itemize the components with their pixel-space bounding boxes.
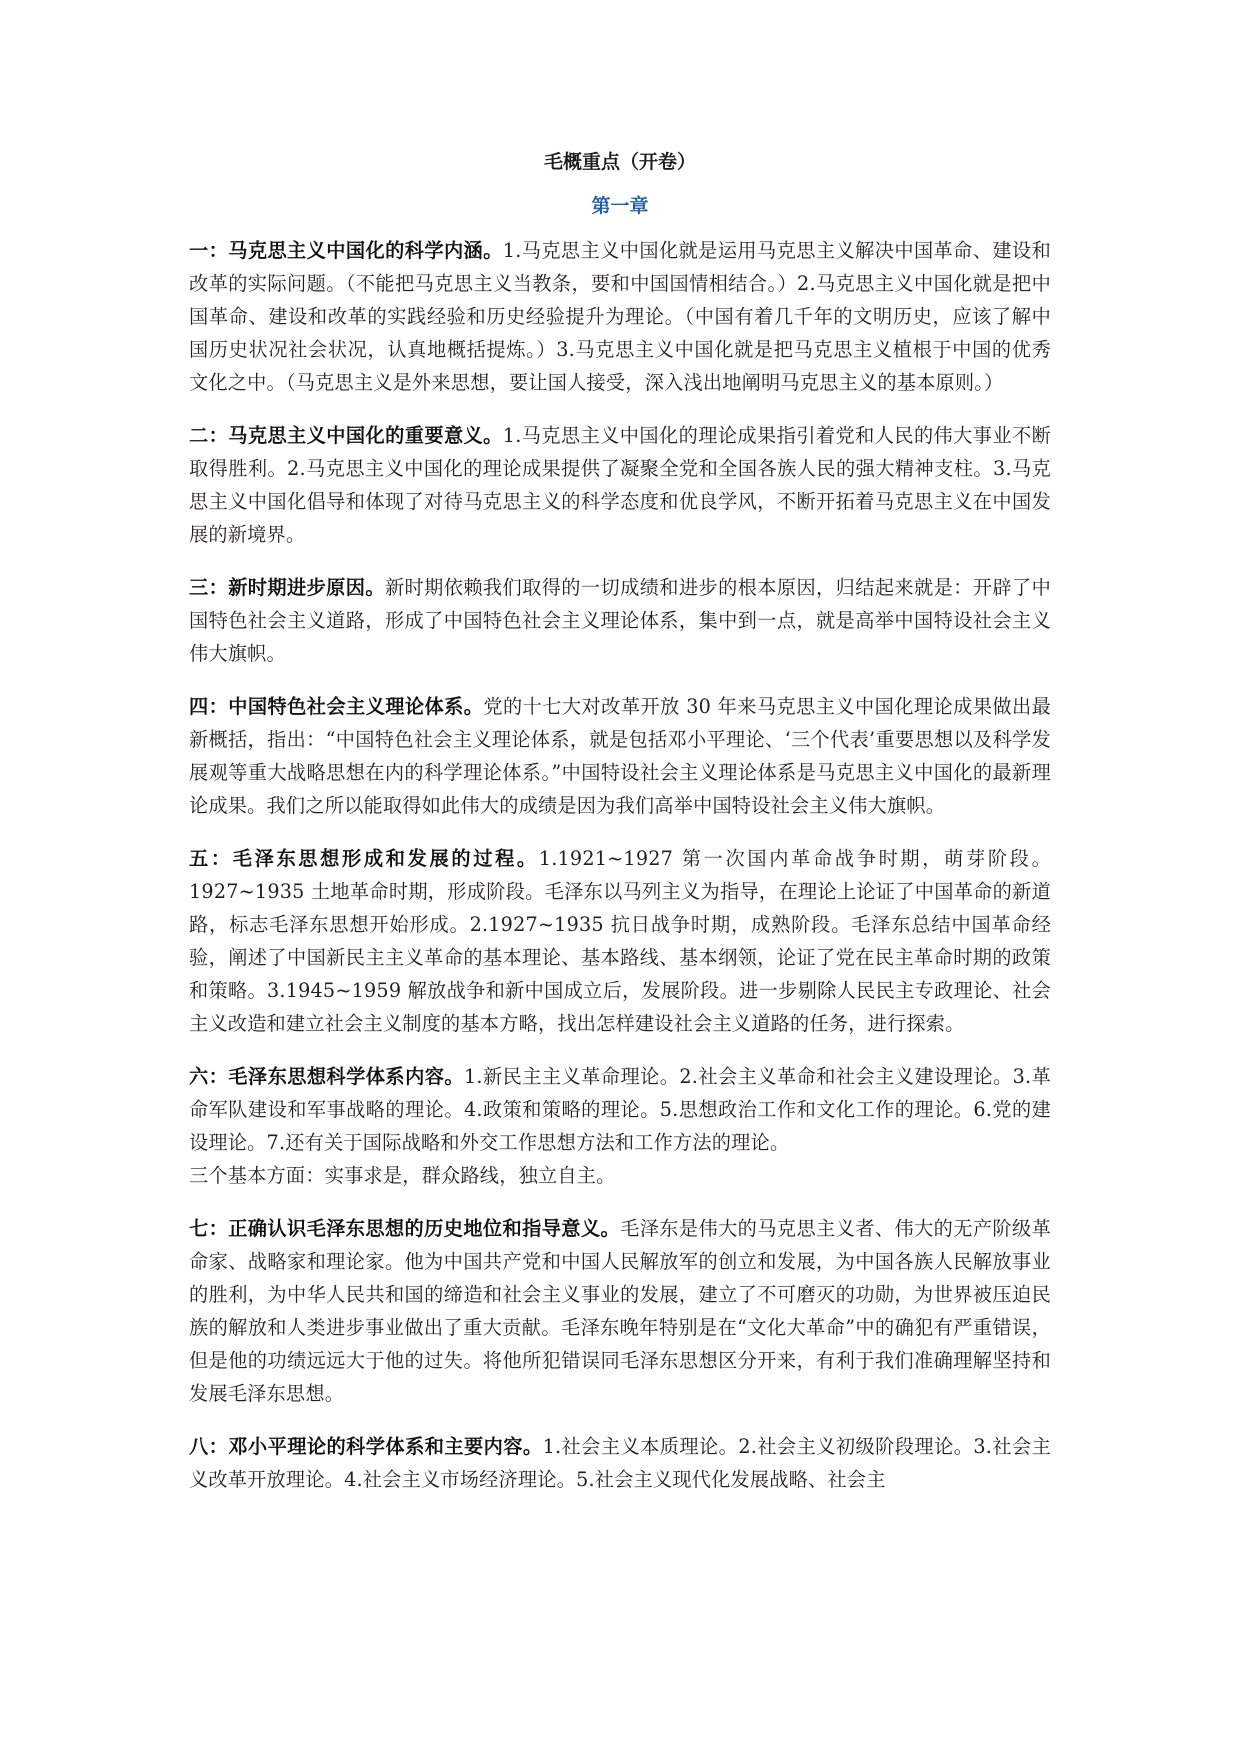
section-body: 1.1921~1927 第一次国内革命战争时期，萌芽阶段。1927~1935 土地革命时期，形成阶段。毛泽东以马列主义为指导，在理论上论证了中国革命的新道路，标志毛泽东思想开始形成。2.1927~1935 抗日战争时期，成熟阶段。毛泽东总结中国革命经验，阐述了中国新民主主义革命的基本理论、基本路线、基本纲领，论证了党在民主革命时期的政策和策略。3.1945~1959 解放战争和新中国成立后，发展阶段。进一步剔除人民民主专政理论、社会主义改造和建立社会主义制度的基本方略，找出怎样建设社会主义道路的任务，进行探索。 — [189, 847, 1051, 1035]
chapter-title: 第一章 — [591, 195, 649, 217]
section-body: 1.社会主义本质理论。2.社会主义初级阶段理论。3.社会主义改革开放理论。4.社会主义市场经济理论。5.社会主义现代化发展战略、社会主 — [189, 1435, 1051, 1491]
section-6 — [189, 1060, 1051, 1192]
section-body: 党的十七大对改革开放 30 年来马克思主义中国化理论成果做出最新概括，指出：“中国特色社会主义理论体系，就是包括邓小平理论、‘三个代表’重要思想以及科学发展观等重大战略思想在内的科学理论体系。”中国特设社会主义理论体系是马克思主义中国化的最新理论成果。我们之所以能取得如此伟大的成绩是因为我们高举中国特设社会主义伟大旗帜。 — [189, 695, 1052, 817]
section-heading: 五：毛泽东思想形成和发展的过程。 — [189, 847, 539, 870]
section-heading: 一：马克思主义中国化的科学内涵。 — [189, 239, 503, 262]
section-heading: 七：正确认识毛泽东思想的历史地位和指导意义。 — [189, 1217, 621, 1240]
section-7 — [189, 1212, 1051, 1410]
section-3 — [189, 571, 1051, 670]
section-heading: 八：邓小平理论的科学体系和主要内容。 — [189, 1435, 543, 1458]
document-page — [189, 148, 1051, 1516]
section-body: 1.新民主主义革命理论。2.社会主义革命和社会主义建设理论。3.革命军队建设和军事战略的理论。4.政策和策略的理论。5.思想政治工作和文化工作的理论。6.党的建设理论。7.还有关于国际战略和外交工作思想方法和工作方法的理论。 — [189, 1065, 1051, 1154]
section-body: 1.马克思主义中国化就是运用马克思主义解决中国革命、建设和改革的实际问题。（不能把马克思主义当教条，要和中国国情相结合。）2.马克思主义中国化就是把中国革命、建设和改革的实践经验和历史经验提升为理论。（中国有着几千年的文明历史，应该了解中国历史状况社会状况，认真地概括提炼。）3.马克思主义中国化就是把马克思主义植根于中国的优秀文化之中。（马克思主义是外来思想，要让国人接受，深入浅出地阐明马克思主义的基本原则。） — [189, 239, 1051, 394]
section-5 — [189, 842, 1051, 1040]
section-2 — [189, 419, 1051, 551]
section-extra-note: 三个基本方面：实事求是，群众路线，独立自主。 — [189, 1164, 616, 1187]
section-1 — [189, 234, 1051, 399]
section-heading: 三：新时期进步原因。 — [189, 576, 385, 599]
section-heading: 四：中国特色社会主义理论体系。 — [189, 695, 484, 718]
section-body: 1.马克思主义中国化的理论成果指引着党和人民的伟大事业不断取得胜利。2.马克思主义中国化的理论成果提供了凝聚全党和全国各族人民的强大精神支柱。3.马克思主义中国化倡导和体现了对待马克思主义的科学态度和优良学风，不断开拓着马克思主义在中国发展的新境界。 — [189, 424, 1051, 546]
section-body: 毛泽东是伟大的马克思主义者、伟大的无产阶级革命家、战略家和理论家。他为中国共产党和中国人民解放军的创立和发展，为中国各族人民解放事业的胜利，为中华人民共和国的缔造和社会主义事业的发展，建立了不可磨灭的功勋，为世界被压迫民族的解放和人类进步事业做出了重大贡献。毛泽东晚年特别是在“文化大革命”中的确犯有严重错误，但是他的功绩远远大于他的过失。将他所犯错误同毛泽东思想区分开来，有利于我们准确理解坚持和发展毛泽东思想。 — [189, 1217, 1051, 1405]
section-heading: 六：毛泽东思想科学体系内容。 — [189, 1065, 464, 1088]
section-heading: 二：马克思主义中国化的重要意义。 — [189, 424, 503, 447]
section-4 — [189, 690, 1051, 822]
section-body: 新时期依赖我们取得的一切成绩和进步的根本原因，归结起来就是：开辟了中国特色社会主义道路，形成了中国特色社会主义理论体系，集中到一点，就是高举中国特设社会主义伟大旗帜。 — [189, 576, 1051, 665]
document-title: 毛概重点（开卷） — [543, 151, 696, 173]
section-8 — [189, 1430, 1051, 1496]
